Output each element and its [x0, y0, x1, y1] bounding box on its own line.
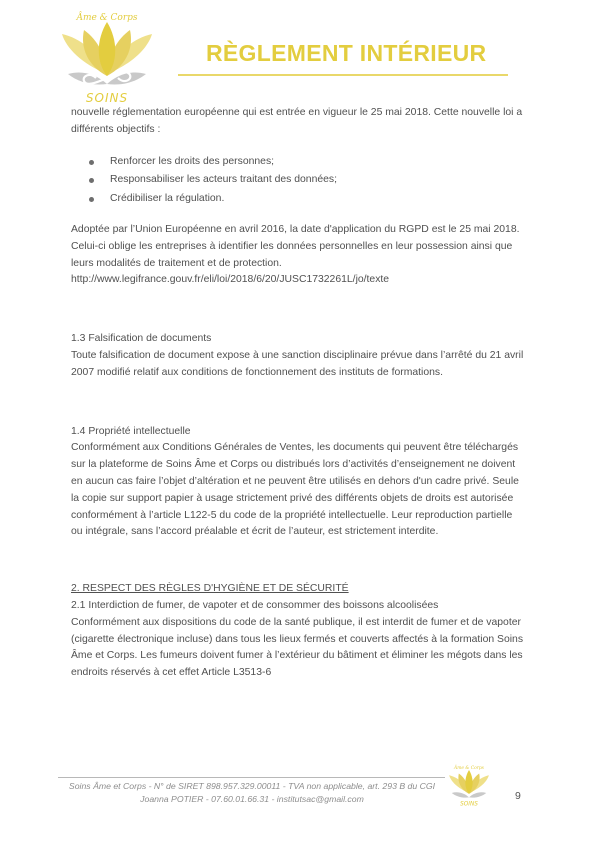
title-underline: [178, 74, 508, 76]
footer: [52, 780, 452, 805]
logo-top-text: Âme & Corps: [76, 13, 138, 23]
page-number: 9: [515, 790, 521, 802]
heading-1-4: 1.4 Propriété intellectuelle: [71, 425, 191, 437]
paragraph-rgpd-adoption: Adoptée par l’Union Européenne en avril 2016, la date d'application du RGPD est le 25 mai 2018. Celui-ci oblige les entreprises à identifier les données personnelles en leur possession ainsi que leurs modalités de traitement et de protection. http://www.legifrance.gouv.fr/eli/loi/2018/6/20/JUSC1732261L/jo/texte: [71, 223, 520, 286]
list-item: Crédibiliser la régulation.: [71, 191, 526, 208]
logo-bottom-text: SOINS: [85, 91, 129, 105]
paragraph-rgpd-intro: nouvelle réglementation européenne qui est entrée en vigueur le 25 mai 2018. Cette nouvelle loi a différents objectifs :: [71, 107, 523, 135]
legifrance-link[interactable]: http://www.legifrance.gouv.fr/eli/loi/2018/6/20/JUSC1732261L/jo/texte: [71, 274, 390, 286]
paragraph-1-3: Toute falsification de document expose à une sanction disciplinaire prévue dans l’arrêté du 21 avril 2007 modifié relatif aux conditions de fonctionnement des instituts de formations.: [71, 349, 524, 378]
svg-text:SOINS: SOINS: [460, 801, 478, 808]
brand-logo: [52, 4, 162, 108]
heading-1-3: 1.3 Falsification de documents: [71, 333, 212, 345]
heading-2-1: 2.1 Interdiction de fumer, de vapoter et de consommer des boissons alcoolisées: [71, 599, 439, 611]
list-item: Renforcer les droits des personnes;: [71, 154, 526, 171]
footer-divider: [58, 777, 445, 778]
paragraph-2-1: Conformément aux dispositions du code de la santé publique, il est interdit de fumer et de vapoter (cigarette électronique incluse) dans tous les lieux fermés et couverts affectés à la formation Soins Âme et Corps. Les fumeurs doivent fumer à l’extérieur du bâtiment et éliminer les mégots dans les endroits réservés à cet effet Article L3513-6: [71, 616, 524, 679]
page-title: RÈGLEMENT INTÉRIEUR: [206, 40, 487, 66]
footer-line-2: Joanna POTIER - 07.60.01.66.31 - institutsac@gmail.com: [140, 793, 364, 804]
list-item: Responsabiliser les acteurs traitant des données;: [71, 172, 526, 189]
bullet-icon: [89, 160, 94, 165]
bullet-icon: [89, 178, 94, 183]
bullet-icon: [89, 197, 94, 202]
footer-line-1: Soins Âme et Corps - N° de SIRET 898.957.329.00011 - TVA non applicable, art. 293 B du CGI: [68, 781, 436, 791]
paragraph-1-4: Conformément aux Conditions Générales de Ventes, les documents qui peuvent être téléchargés sur la plateforme de Soins Âme et Corps ou distribués lors d’activités d’enseignement ne doivent en aucun cas faire l’objet d’altération et ne peuvent être utilisés en dehors d'un cadre privé. Seule la copie sur support papier à usage strictement privé des différents objets de droits est autorisée conformément à l’article L122-5 du code de la propriété intellectuelle. Leur reproduction partielle ou intégrale, sans l’accord préalable et écrit de l’auteur, est strictement interdite.: [71, 442, 519, 538]
svg-text:Âme & Corps: Âme & Corps: [454, 766, 484, 772]
objectives-list: [71, 154, 526, 208]
lotus-logo-icon: [52, 4, 162, 108]
lotus-logo-small-icon: [444, 762, 494, 808]
section-heading-2: 2. RESPECT DES RÈGLES D'HYGIÈNE ET DE SÉCURITÉ: [71, 583, 349, 595]
document-body: [71, 105, 526, 682]
footer-logo: [444, 762, 494, 808]
